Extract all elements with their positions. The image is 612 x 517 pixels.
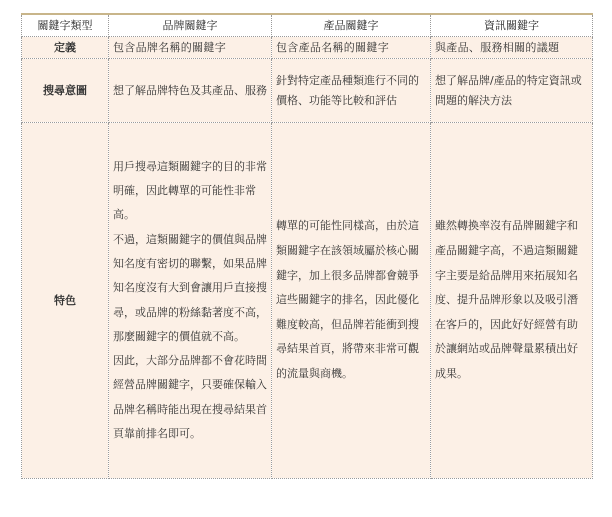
table-row-features <box>22 123 593 479</box>
brand-feature-paragraph: 不過，這類關鍵字的價值與品牌知名度有密切的聯繫，如果品牌知名度沒有大到會讓用戶直接搜尋，或品牌的粉絲黏著度不高，那麼關鍵字的價值就不高。 <box>113 232 267 343</box>
cell-intent-info: 想了解品牌/產品的特定資訊或問題的解決方法 <box>431 59 593 123</box>
header-brand-keyword: 品牌關鍵字 <box>109 14 272 37</box>
keyword-types-table <box>21 13 593 479</box>
header-info-keyword: 資訊關鍵字 <box>431 14 593 37</box>
table-row-definition <box>22 37 593 59</box>
row-label-search-intent: 搜尋意圖 <box>22 59 109 123</box>
cell-features-brand <box>109 123 272 479</box>
header-keyword-type: 關鍵字類型 <box>22 14 109 37</box>
cell-features-product: 轉單的可能性同樣高，由於這類關鍵字在該領域屬於核心關鍵字，加上很多品牌都會競爭這些關鍵字的排名，因此優化難度較高，但品牌若能衝到搜尋結果首頁，將帶來非常可觀的流量與商機。 <box>272 123 431 479</box>
cell-intent-product: 針對特定產品種類進行不同的價格、功能等比較和評估 <box>272 59 431 123</box>
cell-definition-product: 包含產品名稱的關鍵字 <box>272 37 431 59</box>
table-header-row <box>22 14 593 37</box>
cell-definition-info: 與產品、服務相關的議題 <box>431 37 593 59</box>
cell-intent-brand: 想了解品牌特色及其產品、服務 <box>109 59 272 123</box>
row-label-definition: 定義 <box>22 37 109 59</box>
brand-feature-paragraph: 用戶搜尋這類關鍵字的目的非常明確，因此轉單的可能性非常高。 <box>113 159 267 222</box>
row-label-features: 特色 <box>22 123 109 479</box>
cell-features-info: 雖然轉換率沒有品牌關鍵字和產品關鍵字高，不過這類關鍵字主要是給品牌用來拓展知名度、提升品牌形象以及吸引潛在客戶的，因此好好經營有助於讓網站或品牌聲量累積出好成果。 <box>431 123 593 479</box>
cell-definition-brand: 包含品牌名稱的關鍵字 <box>109 37 272 59</box>
brand-feature-paragraph: 因此，大部分品牌都不會花時間經營品牌關鍵字，只要確保輸入品牌名稱時能出現在搜尋結果首頁靠前排名即可。 <box>113 354 267 440</box>
table-row-search-intent <box>22 59 593 123</box>
header-product-keyword: 產品關鍵字 <box>272 14 431 37</box>
